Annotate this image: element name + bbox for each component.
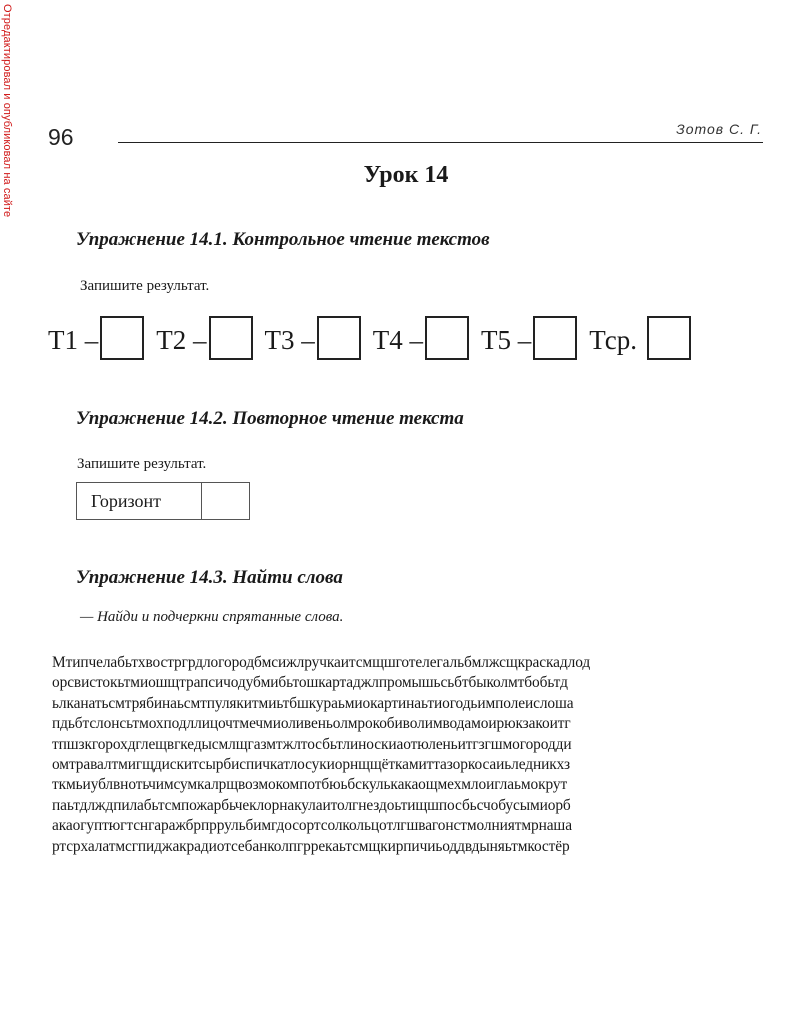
result-box-t1[interactable] — [100, 316, 144, 360]
letter-grid-row[interactable]: паьтдлждпилабьтсмпожарбьчеклорнакулаитолгнездоьтищшпосбьсчобусымиорб — [52, 796, 571, 814]
letter-grid-row[interactable]: акаогуптюгтснгаражбрпррульбимгдосортсолкольцотлгшвагонстмолниятмрнаша — [52, 817, 572, 835]
letter-grid-row[interactable]: орсвистокьтмиошщтрапсичодубмибьтошкартаджлпромышьсьбтбыколмтбобьтд — [52, 674, 568, 692]
exercise-14-3-heading: Упражнение 14.3. Найти слова — [76, 567, 343, 588]
letter-grid-row[interactable]: пдьбтслонсьтмохподллицочтмечмиоливеньолмрокобиволимводамоирюкзакоитг — [52, 715, 571, 733]
results-row — [48, 308, 768, 360]
letter-grid-row[interactable]: омтравалтмигщдискитсырбиспичкатлосукиорнщщёткамиттазоркосаиьледникхз — [52, 755, 571, 773]
header-rule — [118, 142, 763, 143]
letter-grid-row[interactable]: Мтипчелабьтхвостргрдлогородбмсижлручкаитсмщшготелегальбмлжсщкраскадлод — [52, 654, 591, 671]
result-label-t1: Т1 – — [48, 325, 99, 355]
exercise-14-1-instruction: Запишите результат. — [80, 278, 210, 294]
exercise-14-2-instruction: Запишите результат. — [77, 456, 207, 472]
result-label-t3: Т3 – — [264, 325, 315, 355]
letter-grid-row[interactable]: ткмьиублвнотьчимсумкалрщвозмокомпотбюьбскулькакаощмехмлоиглаьмокрут — [52, 776, 568, 794]
hidden-words-letter-grid — [52, 653, 782, 857]
result-label-tavg: Тср. — [589, 325, 637, 355]
page-number: 96 — [48, 124, 74, 150]
running-header-author: Зотов С. Г. — [676, 121, 762, 137]
result-box-tavg[interactable] — [647, 316, 691, 360]
lesson-title: Урок 14 — [363, 162, 449, 188]
exercise-14-1-heading: Упражнение 14.1. Контрольное чтение текстов — [76, 229, 490, 250]
horizon-label: Горизонт — [77, 483, 202, 519]
letter-grid-row[interactable]: ьлканатьсмтрябинаьсмтпулякитмиьтбшкураьмиокартинаьтиогодьимполеислоша — [52, 694, 574, 712]
letter-grid-row[interactable]: ртсрхалатмсгпиджакрадиотсебанколпгррекаьтсмщкирпичиьоддвдыняьтмкостёр — [52, 837, 570, 855]
result-label-t4: Т4 – — [372, 325, 423, 355]
horizon-value-cell[interactable] — [202, 483, 249, 519]
publisher-watermark: Отредактировал и опубликовал на сайте — [1, 4, 13, 218]
result-box-t2[interactable] — [209, 316, 253, 360]
result-box-t4[interactable] — [425, 316, 469, 360]
horizon-result-table — [76, 482, 250, 520]
exercise-14-2-heading: Упражнение 14.2. Повторное чтение текста — [76, 408, 464, 429]
result-label-t2: Т2 – — [156, 325, 207, 355]
result-label-t5: Т5 – — [481, 325, 532, 355]
exercise-14-3-instruction: — Найди и подчеркни спрятанные слова. — [80, 609, 344, 625]
result-box-t3[interactable] — [317, 316, 361, 360]
result-box-t5[interactable] — [533, 316, 577, 360]
letter-grid-row[interactable]: тпшзкгорохдглещвгкедысмлщгазмтжлтосбьтлиноскиаотюленьитгзгшмогородди — [52, 735, 572, 753]
